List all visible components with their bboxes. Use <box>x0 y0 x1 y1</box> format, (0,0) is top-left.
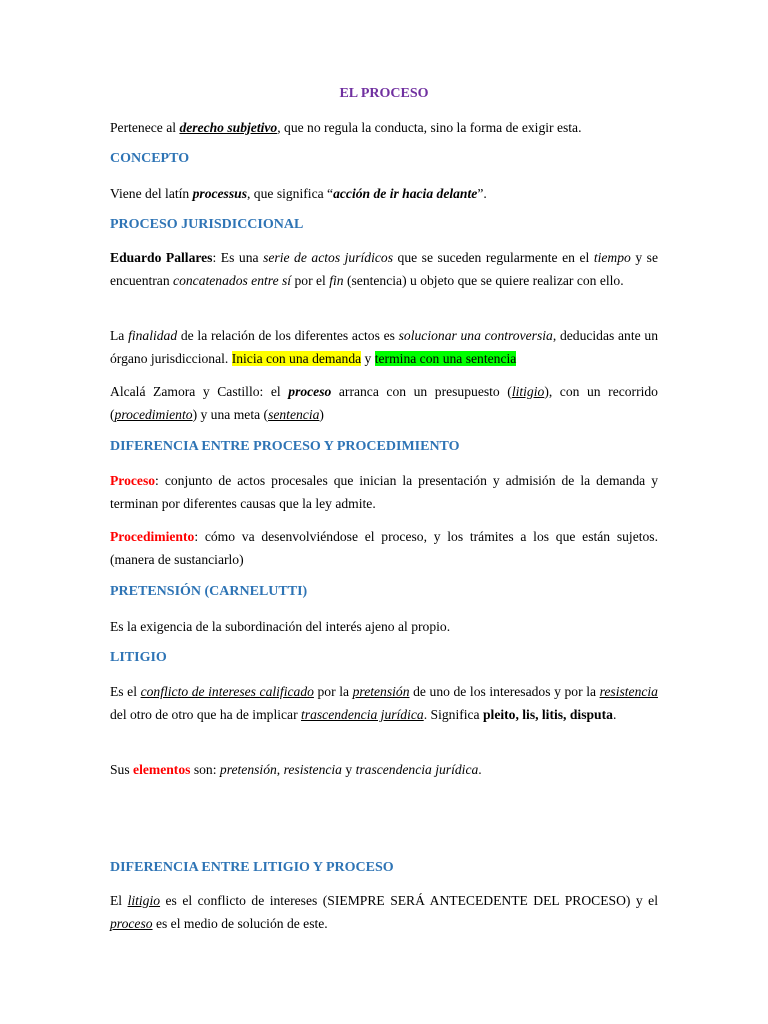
heading-diferencia-proceso-procedimiento: DIFERENCIA ENTRE PROCESO Y PROCEDIMIENTO <box>110 439 460 454</box>
emphasis: solucionar una controversia <box>398 328 553 343</box>
term: Procedimiento <box>110 529 195 544</box>
text: de la relación de los diferentes actos es <box>177 328 399 343</box>
underlined-term: resistencia <box>599 684 658 699</box>
text: , que no regula la conducta, sino la forma de exigir esta. <box>277 120 582 135</box>
underlined-term: litigio <box>127 893 161 908</box>
text: (sentencia) u objeto que se quiere realizar con ello. <box>343 273 624 288</box>
text: El <box>110 893 128 908</box>
text: . Significa <box>423 707 483 722</box>
text: es el medio de solución de este. <box>152 916 328 931</box>
text: por el <box>291 273 330 288</box>
emphasis: tiempo <box>593 250 631 265</box>
emphasis: pretensión <box>219 762 277 777</box>
emphasis: pleito, lis, litis, disputa <box>483 707 613 722</box>
author: Eduardo Pallares <box>110 250 213 265</box>
emphasis: proceso <box>288 384 332 399</box>
heading-proceso-jurisdiccional: PROCESO JURISDICCIONAL <box>110 217 304 232</box>
text: y <box>341 762 356 777</box>
emphasis: acción de ir hacia delante <box>333 186 478 201</box>
text: del otro de otro que ha de implicar <box>110 707 302 722</box>
heading-litigio: LITIGIO <box>110 650 167 665</box>
text: : cómo va desenvolviéndose el proceso, y los trámites a los que están sujetos. (manera de sustanciarlo) <box>110 529 658 567</box>
text: , <box>276 762 284 777</box>
underlined-term: proceso <box>110 916 153 931</box>
underlined-term: conflicto de intereses calificado <box>140 684 314 699</box>
text: Viene del latín <box>110 186 193 201</box>
text: Alcalá Zamora y Castillo: el <box>110 384 289 399</box>
elementos-paragraph <box>110 758 658 781</box>
text: ”. <box>477 186 487 201</box>
highlight-green: termina con una sentencia <box>374 351 517 366</box>
intro-paragraph <box>110 116 658 139</box>
emphasis: serie de actos jurídicos <box>263 250 393 265</box>
heading-pretension: PRETENSIÓN (CARNELUTTI) <box>110 584 308 599</box>
litigio-proceso-paragraph <box>110 889 658 935</box>
text: y se encuentran <box>110 250 659 288</box>
proceso-definition <box>110 469 658 515</box>
pretension-paragraph: Es la exigencia de la subordinación del interés ajeno al propio. <box>110 619 451 634</box>
finalidad-paragraph <box>110 324 658 370</box>
procedimiento-definition <box>110 525 658 571</box>
term: elementos <box>133 762 191 777</box>
text: por la <box>313 684 353 699</box>
text: Pertenece al <box>110 120 180 135</box>
emphasis: finalidad <box>128 328 178 343</box>
litigio-paragraph <box>110 680 658 726</box>
text: Sus <box>110 762 134 777</box>
emphasis: trascendencia jurídica <box>355 762 479 777</box>
heading-diferencia-litigio-proceso: DIFERENCIA ENTRE LITIGIO Y PROCESO <box>110 860 394 875</box>
emphasis: concatenados entre sí <box>173 273 292 288</box>
text: , que significa “ <box>247 186 334 201</box>
text: : Es una <box>212 250 264 265</box>
term: Proceso <box>110 473 156 488</box>
text: , deducidas ante un órgano jurisdiccional. <box>110 328 658 366</box>
underlined-term: pretensión <box>352 684 410 699</box>
underlined-term: sentencia <box>268 407 320 422</box>
emphasis: derecho subjetivo <box>179 120 278 135</box>
emphasis: resistencia <box>283 762 342 777</box>
text: arranca con un presupuesto ( <box>331 384 512 399</box>
text: . <box>612 707 617 722</box>
text: . <box>478 762 482 777</box>
text: ), con un recorrido ( <box>110 384 658 422</box>
underlined-term: trascendencia jurídica <box>301 707 424 722</box>
text: ) <box>319 407 324 422</box>
text: : conjunto de actos procesales que inician la presentación y admisión de la demanda y terminan por diferentes causas que la ley admite. <box>110 473 658 511</box>
underlined-term: procedimiento <box>114 407 193 422</box>
alcala-paragraph <box>110 380 658 426</box>
emphasis: processus <box>192 186 247 201</box>
concepto-paragraph <box>110 182 658 205</box>
text: ) y una meta ( <box>192 407 269 422</box>
pallares-paragraph <box>110 246 658 292</box>
heading-concepto: CONCEPTO <box>110 151 190 166</box>
page-title: EL PROCESO <box>339 86 429 101</box>
text: son: <box>190 762 220 777</box>
highlight-yellow: Inicia con una demanda <box>231 351 362 366</box>
text: y <box>361 351 375 366</box>
text: de uno de los interesados y por la <box>409 684 600 699</box>
underlined-term: litigio <box>511 384 545 399</box>
text: Es el <box>110 684 141 699</box>
text: que se suceden regularmente en el <box>392 250 594 265</box>
text: es el conflicto de intereses (SIEMPRE SERÁ ANTECEDENTE DEL PROCESO) y el <box>160 893 658 908</box>
text: La <box>110 328 129 343</box>
emphasis: fin <box>329 273 344 288</box>
